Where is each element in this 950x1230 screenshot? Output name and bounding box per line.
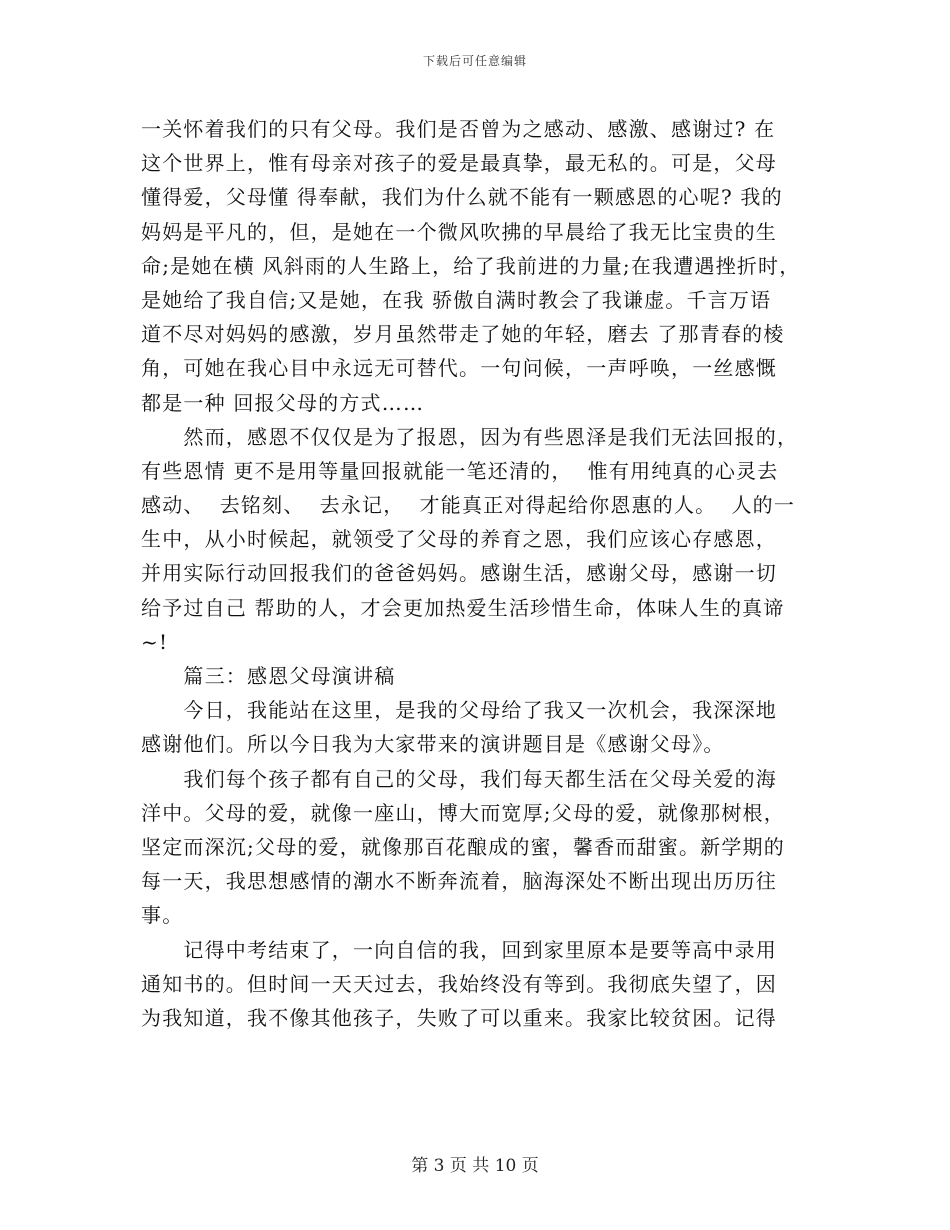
text-line: 事。 — [141, 903, 184, 928]
text-line: 坚定而深沉;父母的爱，就像那百花酿成的蜜，馨香而甜蜜。新学期的 — [141, 834, 785, 859]
text-line: 通知书的。但时间一天天过去，我始终没有等到。我彻底失望了，因 — [141, 971, 777, 996]
text-line: 都是一种 回报父母的方式…… — [141, 390, 425, 415]
section-heading: 篇三：感恩父母演讲稿 — [141, 664, 396, 688]
text-line: 我们每个孩子都有自己的父母，我们每天都生活在父母关爱的海 — [141, 766, 777, 791]
text-line: 有些恩情 更不是用等量回报就能一笔还清的， 惟有用纯真的心灵去 — [141, 458, 779, 483]
text-line: 一关怀着我们的只有父母。我们是否曾为之感动、感激、感谢过? 在 — [141, 117, 776, 141]
text-line: 懂得爱，父母懂 得奉献，我们为什么就不能有一颗感恩的心呢? 我的 — [141, 185, 783, 210]
text-line: 每一天，我思想感情的潮水不断奔流着，脑海深处不断出现出历历往 — [141, 869, 777, 894]
text-line: 是她给了我自信;又是她，在我 骄傲自满时教会了我谦虚。千言万语 — [141, 287, 772, 312]
text-line: 感谢他们。所以今日我为大家带来的演讲题目是《感谢父母》。 — [141, 732, 725, 757]
text-line: 然而，感恩不仅仅是为了报恩，因为有些恩泽是我们无法回报的， — [141, 424, 799, 449]
text-line: 感动、 去铭刻、 去永记， 才能真正对得起给你恩惠的人。 人的一 — [141, 493, 796, 518]
page-footer — [0, 1151, 950, 1176]
text-line: 命;是她在横 风斜雨的人生路上，给了我前进的力量;在我遭遇挫折时， — [141, 253, 801, 278]
text-line: 今日，我能站在这里，是我的父母给了我又一次机会，我深深地 — [141, 698, 777, 723]
text-line: 道不尽对妈妈的感激，岁月虽然带走了她的年轻，磨去 了那青春的棱 — [141, 322, 785, 347]
text-line: 生中，从小时候起，就领受了父母的养育之恩，我们应该心存感恩， — [141, 527, 777, 552]
text-line: 这个世界上，惟有母亲对孩子的爱是最真挚，最无私的。可是，父母 — [141, 151, 777, 176]
text-line: 洋中。父母的爱，就像一座山，博大而宽厚;父母的爱，就像那树根， — [141, 800, 785, 825]
text-line: 给予过自己 帮助的人，才会更加热爱生活珍惜生命，体味人生的真谛 — [141, 595, 785, 620]
page-number-label: 第 3 页 共 10 页 — [411, 1156, 539, 1176]
text-line: ~! — [141, 629, 169, 654]
document-body — [141, 112, 821, 1035]
page-header-note: 下载后可任意编辑 — [422, 54, 527, 68]
text-line: 妈妈是平凡的，但，是她在一个微风吹拂的早晨给了我无比宝贵的生 — [141, 219, 777, 244]
text-line: 并用实际行动回报我们的爸爸妈妈。感谢生活，感谢父母，感谢一切 — [141, 561, 777, 586]
text-line: 记得中考结束了，一向自信的我，回到家里原本是要等高中录用 — [141, 937, 777, 962]
text-line: 角，可她在我心目中永远无可替代。一句问候，一声呼唤，一丝感慨 — [141, 356, 777, 381]
text-line: 为我知道，我不像其他孩子，失败了可以重来。我家比较贫困。记得 — [141, 1005, 777, 1030]
